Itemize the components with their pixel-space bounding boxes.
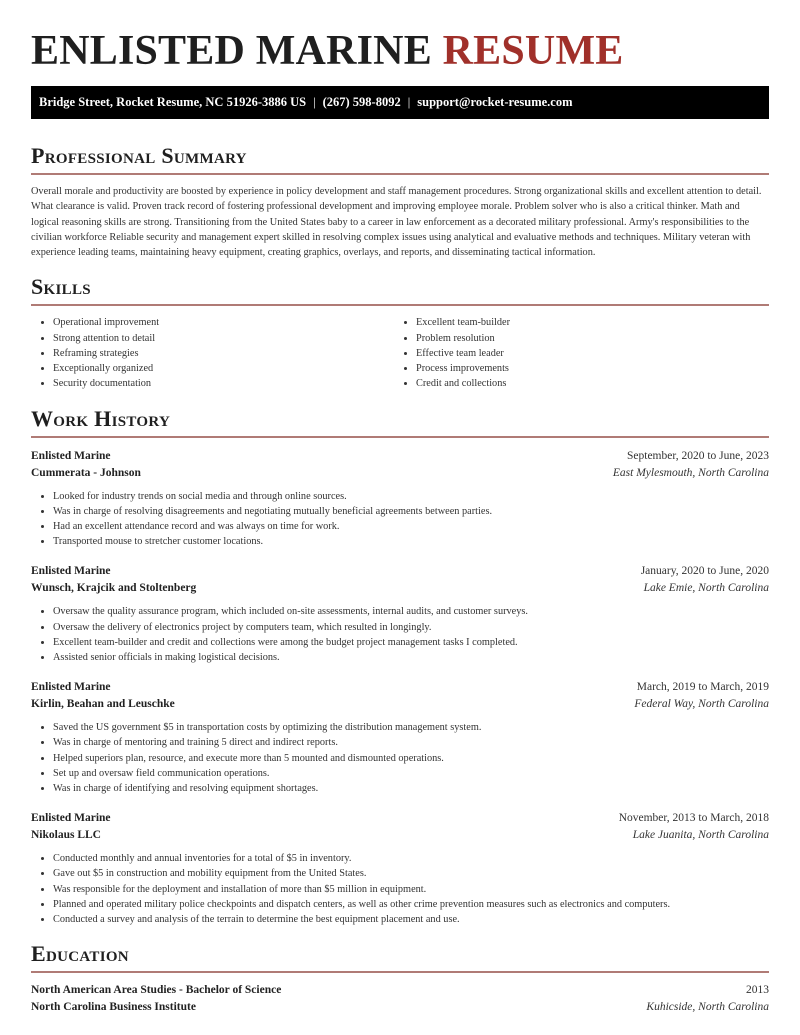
job-bullets (31, 604, 769, 665)
job-bullet: • Conducted a survey and analysis of the terrain to determine the best equipment placement and use. (53, 912, 769, 927)
job-bullet: • Looked for industry trends on social media and through online sources. (53, 489, 769, 504)
job-role: Enlisted Marine (31, 812, 111, 825)
job-entry (31, 810, 769, 927)
skills-list (31, 315, 769, 391)
job-entry (31, 679, 769, 796)
contact-address: Bridge Street, Rocket Resume, NC 51926-3886 US (39, 95, 307, 109)
skill-item: • Strong attention to detail (53, 331, 394, 346)
skills-column-left (31, 315, 394, 391)
job-bullet: • Set up and oversaw field communication operations. (53, 766, 769, 781)
education-school: North Carolina Business Institute (31, 1001, 196, 1014)
job-role: Enlisted Marine (31, 449, 111, 462)
job-role: Enlisted Marine (31, 681, 111, 694)
job-location: Lake Emie, North Carolina (643, 582, 769, 595)
job-bullets (31, 851, 769, 927)
job-bullet: • Assisted senior officials in making logistical decisions. (53, 650, 769, 665)
job-company: Cummerata - Johnson (31, 466, 141, 479)
contact-separator: | (407, 95, 411, 109)
job-location: East Mylesmouth, North Carolina (612, 466, 769, 479)
skill-item: • Security documentation (53, 376, 394, 391)
skill-item: • Operational improvement (53, 315, 394, 330)
contact-email[interactable]: support@rocket-resume.com (417, 95, 573, 109)
resume-title (31, 0, 769, 74)
education-year: 2013 (746, 984, 769, 997)
job-location: Lake Juanita, North Carolina (632, 829, 769, 842)
job-company: Nikolaus LLC (31, 829, 101, 842)
job-bullet: • Was in charge of resolving disagreements and negotiating mutually beneficial agreements between parties. (53, 504, 769, 519)
job-bullet: • Conducted monthly and annual inventories for a total of $5 in inventory. (53, 851, 769, 866)
skill-item: • Effective team leader (416, 346, 757, 361)
education-heading: Education (31, 941, 769, 973)
job-location: Federal Way, North Carolina (634, 698, 769, 711)
skill-item: • Reframing strategies (53, 346, 394, 361)
job-company: Kirlin, Beahan and Leuschke (31, 698, 175, 711)
summary-heading: Professional Summary (31, 143, 769, 175)
job-bullet: • Transported mouse to stretcher customer locations. (53, 534, 769, 549)
job-bullet: • Gave out $5 in construction and mobility equipment from the United States. (53, 866, 769, 881)
job-dates: November, 2013 to March, 2018 (618, 812, 769, 825)
job-bullet: • Helped superiors plan, resource, and execute more than 5 mounted and dismounted operations. (53, 751, 769, 766)
contact-separator: | (313, 95, 316, 109)
contact-bar (31, 86, 769, 119)
job-bullet: • Oversaw the delivery of electronics project by computers team, which resulted in longingly. (53, 620, 769, 635)
job-entry (31, 563, 769, 665)
job-bullet: • Excellent team-builder and credit and collections were among the budget project management tasks I completed. (53, 635, 769, 650)
education-degree: North American Area Studies - Bachelor of Science (31, 984, 282, 997)
job-dates: March, 2019 to March, 2019 (636, 681, 769, 694)
job-bullets (31, 720, 769, 796)
title-main: ENLISTED MARINE (31, 28, 432, 74)
education-location: Kuhicside, North Carolina (646, 1001, 769, 1014)
job-dates: January, 2020 to June, 2020 (640, 565, 769, 578)
summary-text: Overall morale and productivity are boosted by experience in policy development and staff management procedures. Strong organizational skills and excellent attention to detail. What clearance is valid. Proven track record of fostering professional development and improving employee morale. Problem solver who is also a critical thinker. Math and logical reasoning skills are strong. Transitioning from the United States baby to a career in law enforcement as a decorated military professional. Army's responsibilities to the civilian workforce Reliable security and management expert skilled in resolving complex issues using analytical and evaluative methods and techniques. Military veteran with experience leading teams, maintaining heavy equipment, creating graphics, overlays, and reports, and disseminating tactical information. (31, 186, 762, 259)
job-bullet: • Planned and operated military police checkpoints and dispatch centers, as well as other crime prevention measures such as electronics and computers. (53, 897, 769, 912)
skills-column-right (394, 315, 757, 391)
skill-item: • Credit and collections (416, 376, 757, 391)
job-bullet: • Oversaw the quality assurance program, which included on-site assessments, internal audits, and customer surveys. (53, 604, 769, 619)
skill-item: • Excellent team-builder (416, 315, 757, 330)
job-bullet: • Had an excellent attendance record and was always on time for work. (53, 519, 769, 534)
skill-item: • Process improvements (416, 361, 757, 376)
work-history-heading: Work History (31, 406, 769, 438)
job-company: Wunsch, Krajcik and Stoltenberg (31, 582, 197, 595)
skill-item: • Problem resolution (416, 331, 757, 346)
job-bullets (31, 489, 769, 550)
skill-item: • Exceptionally organized (53, 361, 394, 376)
job-bullet: • Was in charge of identifying and resolving equipment shortages. (53, 781, 769, 796)
contact-phone[interactable]: (267) 598-8092 (322, 95, 401, 109)
job-role: Enlisted Marine (31, 565, 111, 578)
job-entry (31, 448, 769, 550)
job-bullet: • Saved the US government $5 in transportation costs by optimizing the distribution management system. (53, 720, 769, 735)
job-dates: September, 2020 to June, 2023 (627, 449, 769, 462)
education-entry (31, 982, 769, 1016)
title-accent: RESUME (442, 28, 624, 74)
job-bullet: • Was responsible for the deployment and installation of more than $5 million in equipment. (53, 882, 769, 897)
job-bullet: • Was in charge of mentoring and training 5 direct and indirect reports. (53, 735, 769, 750)
skills-heading: Skills (31, 274, 769, 306)
